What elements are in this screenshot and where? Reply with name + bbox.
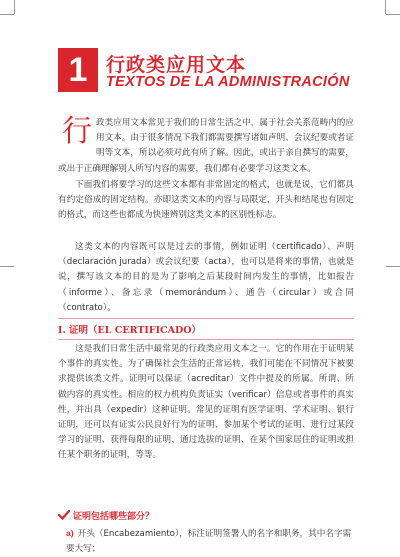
subsection-heading xyxy=(58,509,154,522)
intro-paragraph-3-text: 这类文本的内容既可以是过去的事情，例如证明（certificado）、声明（declaración jurada）或会议纪要（acta），也可以是将来的事情，也就是说，撰写该文本的目的是为了影响之后某段时间内发生的事情，比如报告（informe）、备忘录（memorándum）、通告（circular）或合同（contrato）。 xyxy=(58,242,354,313)
crop-mark xyxy=(14,0,15,14)
section-heading: I. 证明（EL CERTIFICADO） xyxy=(58,318,354,340)
checkmark-icon xyxy=(58,510,70,520)
crop-mark xyxy=(386,266,400,267)
intro-paragraph-2-text: 下面我们将要学习的这些文本都有非常固定的格式，也就是说，它们都具有约定俗成的固定结构。亦即这类文本的内容与局限定，开头和结尾也有固定的格式，而这些也都成为快速辨别这类文本的区别性标志。 xyxy=(58,180,354,221)
intro-paragraph-2 xyxy=(58,178,354,224)
chapter-header xyxy=(58,48,378,94)
intro-paragraph-1-text: 政类应用文本常见于我们的日常生活之中，属于社会关系范畴内的应用文本。由于很多情况下我们都需要撰写诸如声明、会议纪要或者证明等文本，所以必须对此有所了解。因此，或出于亲自撰写的需要，或出于正确理解别人所写内容的需要，我们都有必要学习这类文本。 xyxy=(58,118,354,174)
chapter-title-chinese: 行政类应用文本 xyxy=(106,54,247,76)
chapter-title-spanish: TEXTOS DE LA ADMINISTRACIÓN xyxy=(106,74,350,90)
list-item-letter: a) xyxy=(66,528,74,538)
intro-paragraph-3 xyxy=(58,240,354,316)
crop-mark xyxy=(385,0,386,14)
crop-mark xyxy=(386,14,400,15)
intro-paragraph-1 xyxy=(58,116,354,177)
chapter-number: 1 xyxy=(58,48,98,92)
drop-cap: 行 xyxy=(62,114,92,149)
list-item xyxy=(66,526,352,557)
list-item-text: 开头（Encabezamiento），标注证明签署人的名字和职务，其中名字需要大写； xyxy=(66,529,352,555)
section-paragraph xyxy=(58,342,354,464)
subsection-heading-text: 证明包括哪些部分？ xyxy=(73,512,155,522)
section-paragraph-text: 这是我们日常生活中最常见的行政类应用文本之一。它的作用在于证明某个事件的真实性。为了确保社会生活的正常运转，我们可能在不同情况下被要求提供该类文件。证明可以保证（acreditar）文件中提及的所属。所谓、所做内容的真实性。相应的权力机构负责证实（verificar）信息或者事件的真实性，并出具（expedir）这种证明。常见的证明有医学证明、学术证明、银行证明，还可以有证实公民良好行为的证明、参加某个考试的证明、进行过某段学习的证明、获得每限的证明、通过选拔的证明、在某个国家居住的证明或担任某个职务的证明，等等。 xyxy=(58,344,354,461)
crop-mark xyxy=(0,266,14,267)
crop-mark xyxy=(0,14,14,15)
